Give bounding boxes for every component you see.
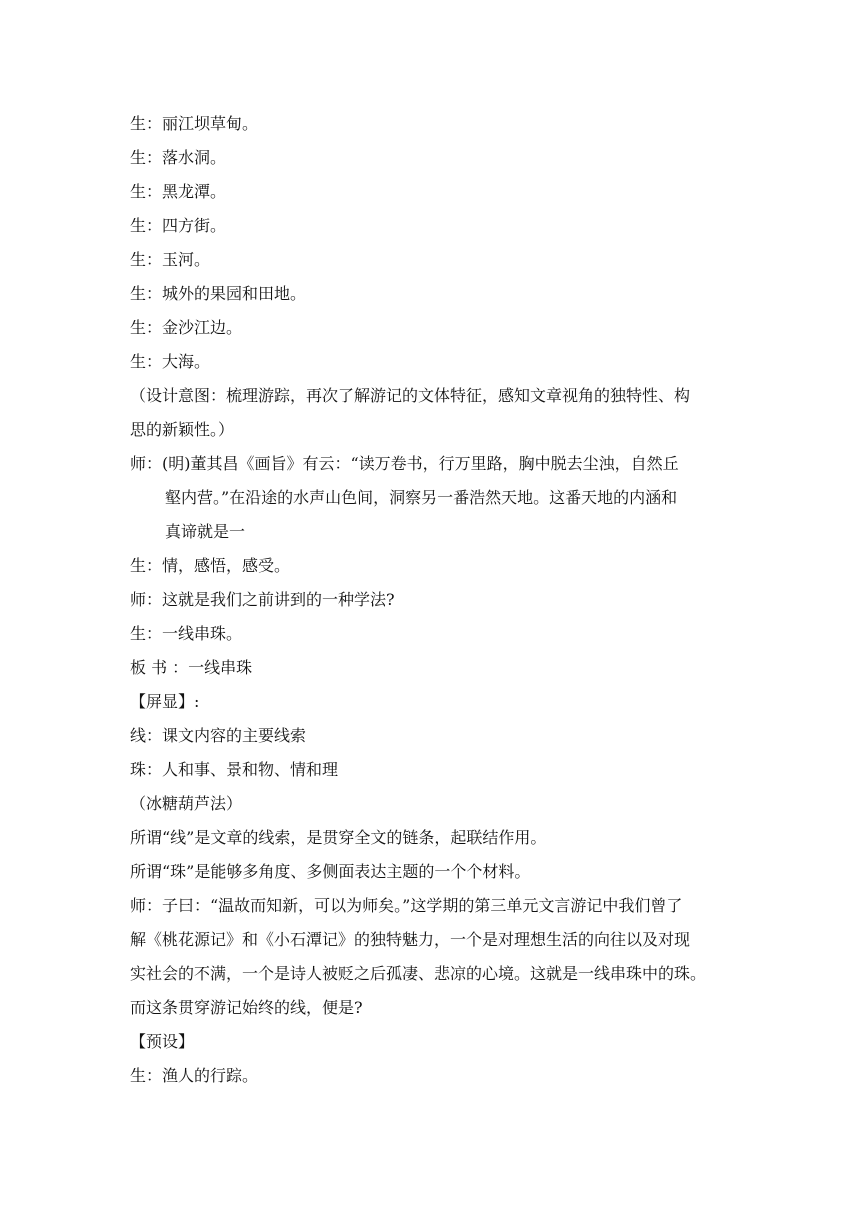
- student-answer-meadow: 生：丽江坝草甸。: [130, 114, 259, 133]
- student-answer-sea: 生：大海。: [130, 352, 211, 371]
- teacher-paragraph-line-4: 而这条贯穿游记始终的线，便是?: [130, 998, 363, 1017]
- bead-explanation: 所谓“珠”是能够多角度、多侧面表达主题的一个个材料。: [130, 862, 531, 881]
- screen-display-label: 【屏显】:: [130, 692, 200, 711]
- teacher-question-method: 师：这就是我们之前讲到的一种学法?: [130, 590, 395, 609]
- teacher-paragraph-line-1: 师：子曰：“温故而知新，可以为师矣。”这学期的第三单元文言游记中我们曾了: [130, 896, 683, 915]
- student-answer-fisherman: 生：渔人的行踪。: [130, 1066, 259, 1085]
- student-answer-sinkhole: 生：落水洞。: [130, 148, 227, 167]
- preset-label: 【预设】: [130, 1032, 195, 1051]
- design-intent-line-1: （设计意图：梳理游踪，再次了解游记的文体特征，感知文章视角的独特性、构: [130, 386, 691, 405]
- student-answer-method: 生：一线串珠。: [130, 624, 243, 643]
- student-answer-black-dragon-pool: 生：黑龙潭。: [130, 182, 227, 201]
- teacher-paragraph-line-2: 解《桃花源记》和《小石潭记》的独特魅力，一个是对理想生活的向往以及对现: [130, 930, 691, 949]
- blackboard-note: 板 书 ：一线串珠: [130, 658, 253, 677]
- method-name: （冰糖葫芦法）: [130, 794, 243, 813]
- student-answer-feelings: 生：情，感悟，感受。: [130, 556, 291, 575]
- teacher-quote-line-2: 壑内营。”在沿途的水声山色间，洞察另一番浩然天地。这番天地的内涵和: [165, 488, 678, 507]
- teacher-paragraph-line-3: 实社会的不满，一个是诗人被贬之后孤凄、悲凉的心境。这就是一线串珠中的珠。: [130, 964, 707, 983]
- teacher-quote-line-3: 真谛就是一: [165, 522, 246, 541]
- student-answer-jinsha-river: 生：金沙江边。: [130, 318, 243, 337]
- thread-explanation: 所谓“线”是文章的线索，是贯穿全文的链条，起联结作用。: [130, 828, 547, 847]
- teacher-quote-line-1: 师：(明)董其昌《画旨》有云：“读万卷书，行万里路，胸中脱去尘浊，自然丘: [130, 454, 679, 473]
- line-definition: 线：课文内容的主要线索: [130, 726, 307, 745]
- student-answer-orchard: 生：城外的果园和田地。: [130, 284, 307, 303]
- student-answer-square-street: 生：四方街。: [130, 216, 227, 235]
- student-answer-jade-river: 生：玉河。: [130, 250, 211, 269]
- design-intent-line-2: 思的新颖性。）: [130, 420, 235, 439]
- bead-definition: 珠：人和事、景和物、情和理: [130, 760, 339, 779]
